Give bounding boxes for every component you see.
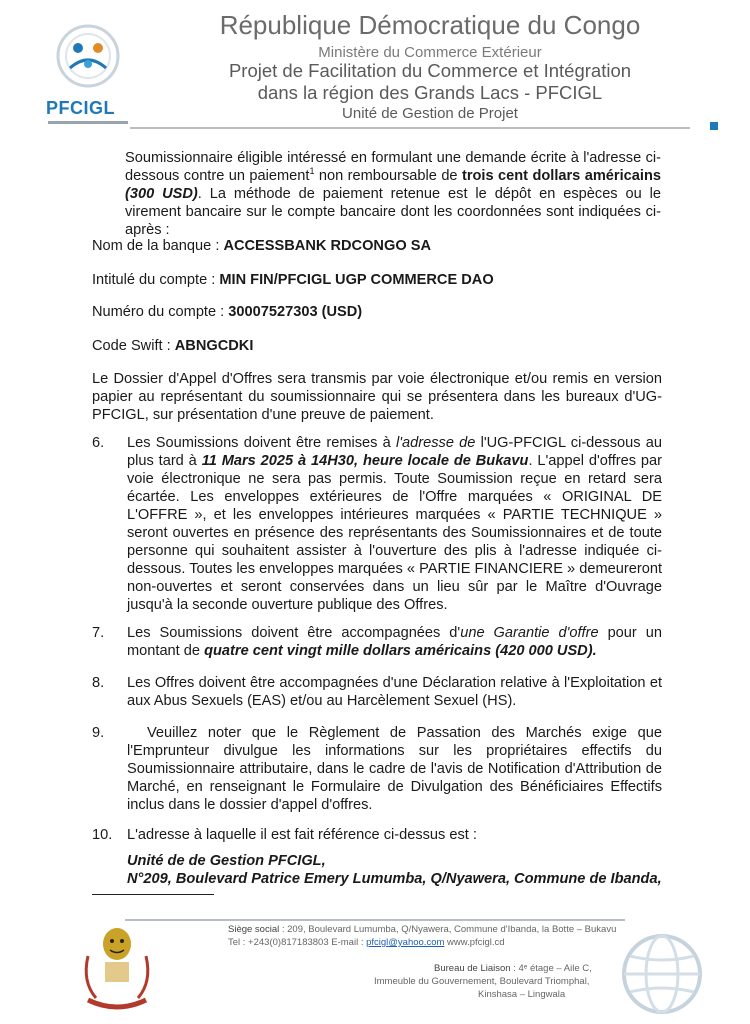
bank-name-field: Nom de la banque : ACCESSBANK RDCONGO SA	[92, 238, 432, 254]
account-title-field: Intitulé du compte : MIN FIN/PFCIGL UGP COMMERCE DAO	[92, 272, 494, 288]
world-bank-globe-icon	[616, 928, 708, 1020]
project-title-line1: Projet de Facilitation du Commerce et Intégration	[228, 60, 632, 81]
footnote-rule	[92, 894, 214, 895]
footer-siege: Siège social : 209, Boulevard Lumumba, Q/Nyawera, Commune d'Ibanda, la Botte – Bukavu	[228, 924, 617, 935]
unit-title: Unité de Gestion de Projet	[342, 105, 518, 122]
footer-divider	[125, 919, 625, 921]
website-text: www.pfcigl.cd	[444, 937, 505, 948]
project-title-line2: dans la région des Grands Lacs - PFCIGL	[257, 82, 603, 103]
pfcigl-emblem-icon	[50, 18, 126, 94]
footer-contact: Tel : +243(0)817183803 E-mail : pfcigl@yahoo.com www.pfcigl.cd	[228, 937, 505, 948]
ministry-title: Ministère du Commerce Extérieur	[318, 44, 542, 58]
logo-text: PFCIGL	[46, 98, 115, 118]
header-divider-square	[710, 122, 718, 130]
header-divider	[130, 127, 690, 129]
intro-paragraph: Soumissionnaire éligible intéressé en formulant une demande écrite à l'adresse ci-dessous contre un paiement$^1$ non remboursable de trois cent dollars américains (300 USD). La méthode de paiement retenue est le dépôt en espèces ou le virement bancaire sur le compte bancaire dont les coordonnées sont indiquées ci-après :	[125, 149, 662, 238]
payment-amount: trois cent dollars américains	[461, 167, 661, 184]
email-link[interactable]: pfcigl@yahoo.com	[366, 937, 445, 948]
account-number-field: Numéro du compte : 30007527303 (USD)	[92, 304, 363, 320]
logo-underline	[48, 121, 128, 124]
coat-of-arms-icon	[72, 922, 162, 1022]
swift-code-field: Code Swift : ABNGCDKI	[92, 338, 254, 354]
footer-liaison-line2: Immeuble du Gouvernement, Boulevard Triomphal,	[374, 976, 590, 987]
pfcigl-logo	[40, 18, 140, 126]
dao-paragraph: Le Dossier d'Appel d'Offres sera transmis par voie électronique et/ou remis en version papier au représentant du soumissionnaire qui se présentera dans les bureaux d'UG-PFCIGL, sur présentation d'une preuve de paiement.	[92, 371, 662, 423]
country-title: République Démocratique du Congo	[219, 10, 641, 40]
address-line2: N°209, Boulevard Patrice Emery Lumumba, Q/Nyawera, Commune de Ibanda,	[127, 871, 662, 887]
footnote-mark: 1	[309, 165, 315, 176]
footer-liaison-line3: Kinshasa – Lingwala	[478, 989, 566, 1000]
footer-liaison: Bureau de Liaison : 4ᵉ étage – Aile C,	[434, 963, 592, 974]
address-line1: Unité de de Gestion PFCIGL,	[127, 853, 326, 869]
letterhead	[0, 0, 750, 132]
